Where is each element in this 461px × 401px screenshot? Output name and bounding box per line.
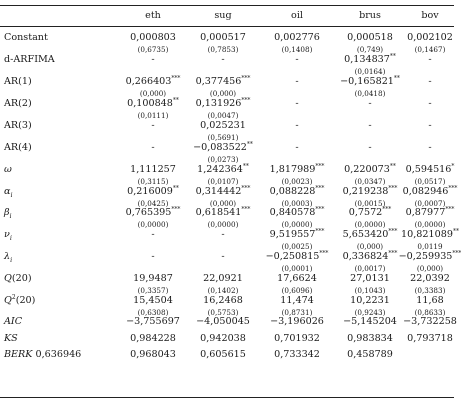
cell-pvalue: (0,6735) bbox=[137, 45, 169, 54]
significance-stars: *** bbox=[319, 249, 329, 257]
cell-number: −0,250815 bbox=[265, 251, 320, 262]
cell-value bbox=[368, 121, 371, 131]
cell-value bbox=[200, 334, 246, 344]
cell-value bbox=[428, 55, 431, 65]
cell-number: −3,732258 bbox=[403, 316, 457, 327]
cell-pvalue: (0,3115) bbox=[137, 177, 169, 186]
cell-number: 0,942038 bbox=[200, 333, 246, 344]
cell-number: 1,111257 bbox=[130, 164, 176, 175]
cell-number: - bbox=[428, 120, 432, 131]
cell-number: 0,000803 bbox=[130, 32, 176, 43]
cell-number: 0,594516 bbox=[405, 164, 452, 175]
cell-value bbox=[130, 350, 176, 360]
cell-number: 0,134837 bbox=[344, 54, 390, 65]
significance-stars: *** bbox=[241, 96, 251, 104]
cell-number: - bbox=[295, 98, 299, 109]
row-label-symbol: Q bbox=[4, 295, 12, 306]
cell-value bbox=[428, 143, 431, 153]
cell-value bbox=[405, 162, 455, 175]
cell-pvalue: (0,0000) bbox=[281, 220, 313, 229]
cell-number: 16,2468 bbox=[203, 295, 243, 306]
cell-pvalue: (0,0273) bbox=[207, 155, 239, 164]
cell-value bbox=[274, 33, 320, 43]
cell-pvalue: (0,0001) bbox=[281, 264, 313, 273]
significance-stars: ** bbox=[246, 140, 253, 148]
cell-value bbox=[193, 140, 253, 153]
cell-pvalue: (0,0047) bbox=[207, 111, 239, 120]
cell-value bbox=[402, 184, 458, 197]
cell-value bbox=[342, 227, 398, 240]
cell-value bbox=[195, 74, 251, 87]
cell-number: 22,0921 bbox=[203, 273, 243, 284]
cell-pvalue: (0,000) bbox=[209, 89, 237, 98]
cell-value bbox=[195, 184, 251, 197]
cell-number: - bbox=[428, 98, 432, 109]
cell-value bbox=[344, 162, 396, 175]
cell-value bbox=[295, 55, 298, 65]
cell-value bbox=[269, 162, 325, 175]
cell-value bbox=[295, 99, 298, 109]
cell-number: - bbox=[428, 76, 432, 87]
cell-pvalue: (0,000) bbox=[356, 242, 384, 251]
row-label-symbol: AIC bbox=[4, 316, 23, 327]
cell-number: 0,968043 bbox=[130, 349, 176, 360]
cell-pvalue: (0,1402) bbox=[207, 286, 239, 295]
cell-value bbox=[295, 143, 298, 153]
cell-value bbox=[350, 296, 390, 306]
significance-stars: *** bbox=[448, 184, 458, 192]
cell-value bbox=[403, 317, 457, 327]
cell-pvalue: (0,8731) bbox=[281, 308, 313, 317]
cell-number: 0,100848 bbox=[127, 98, 173, 109]
cell-value bbox=[343, 317, 397, 327]
cell-number: 0,219238 bbox=[342, 186, 389, 197]
cell-pvalue: (0,0418) bbox=[354, 89, 386, 98]
cell-number: - bbox=[221, 251, 225, 262]
cell-value bbox=[295, 77, 298, 87]
cell-pvalue: (0,1043) bbox=[354, 286, 386, 295]
cell-value bbox=[428, 99, 431, 109]
cell-pvalue: (0,1467) bbox=[414, 45, 446, 54]
row-label bbox=[4, 33, 48, 43]
significance-stars: *** bbox=[315, 162, 325, 170]
cell-number: 0,765395 bbox=[125, 207, 172, 218]
cell-value bbox=[130, 33, 176, 43]
row-label-text: AR(4) bbox=[4, 142, 32, 153]
significance-stars: *** bbox=[382, 205, 392, 213]
cell-pvalue: (0,0425) bbox=[137, 199, 169, 208]
cell-number: - bbox=[368, 142, 372, 153]
row-label bbox=[4, 252, 12, 262]
cell-value bbox=[151, 143, 154, 153]
row-label-symbol: λ bbox=[4, 251, 11, 262]
cell-pvalue: (0,3357) bbox=[137, 286, 169, 295]
cell-value bbox=[195, 205, 251, 218]
cell-number: 10,2231 bbox=[350, 295, 390, 306]
cell-value bbox=[340, 74, 400, 87]
cell-value bbox=[344, 52, 396, 65]
cell-number: 5,653420 bbox=[342, 229, 389, 240]
cell-number: - bbox=[295, 54, 299, 65]
cell-value bbox=[350, 274, 390, 284]
cell-value bbox=[280, 296, 314, 306]
cell-value bbox=[151, 55, 154, 65]
cell-pvalue: (0,0003) bbox=[281, 199, 313, 208]
significance-stars: *** bbox=[388, 249, 398, 257]
cell-pvalue: (0,0107) bbox=[207, 177, 239, 186]
row-label bbox=[4, 187, 13, 197]
cell-pvalue: (0,0015) bbox=[354, 199, 386, 208]
cell-number: 0,002102 bbox=[407, 32, 453, 43]
cell-value bbox=[407, 33, 453, 43]
row-label-subscript: i bbox=[10, 190, 13, 199]
cell-value bbox=[125, 74, 181, 87]
significance-stars: *** bbox=[445, 205, 455, 213]
cell-value bbox=[221, 252, 224, 262]
cell-value bbox=[133, 274, 173, 284]
cell-pvalue: (0,0007) bbox=[414, 199, 446, 208]
row-label bbox=[4, 274, 32, 284]
row-label-subscript: i bbox=[9, 233, 12, 242]
cell-number: 0,458789 bbox=[347, 349, 393, 360]
cell-number: 0,793718 bbox=[407, 333, 453, 344]
cell-value bbox=[342, 184, 398, 197]
row-label bbox=[4, 121, 32, 131]
cell-number: 11,68 bbox=[416, 295, 444, 306]
row-label-subscript: i bbox=[9, 211, 12, 220]
cell-number: −3,196026 bbox=[270, 316, 324, 327]
cell-value bbox=[342, 249, 398, 262]
significance-stars: *** bbox=[241, 184, 251, 192]
cell-value bbox=[221, 230, 224, 240]
cell-number: 0,733342 bbox=[274, 349, 320, 360]
cell-value bbox=[410, 274, 450, 284]
significance-stars: *** bbox=[388, 227, 398, 235]
cell-number: 0,220073 bbox=[344, 164, 390, 175]
cell-value bbox=[269, 205, 325, 218]
cell-value bbox=[200, 121, 246, 131]
cell-number: −0,259935 bbox=[398, 251, 453, 262]
row-label bbox=[4, 143, 32, 153]
cell-value bbox=[398, 249, 461, 262]
row-label-text: d-ARFIMA bbox=[4, 54, 55, 65]
row-label-tail: (20) bbox=[15, 295, 36, 306]
row-label-symbol: ν bbox=[4, 229, 10, 240]
cell-value bbox=[277, 274, 317, 284]
cell-value bbox=[133, 296, 173, 306]
cell-number: 10,821089 bbox=[401, 229, 453, 240]
significance-stars: *** bbox=[452, 249, 461, 257]
cell-number: - bbox=[295, 76, 299, 87]
row-label-subscript: i bbox=[10, 255, 13, 264]
row-label-text: AR(1) bbox=[4, 76, 32, 87]
cell-number: −3,755697 bbox=[126, 316, 180, 327]
cell-value bbox=[196, 317, 250, 327]
cell-value bbox=[428, 77, 431, 87]
cell-number: 0,336824 bbox=[342, 251, 389, 262]
significance-stars: *** bbox=[315, 227, 325, 235]
cell-number: 1,817989 bbox=[269, 164, 316, 175]
cell-value bbox=[151, 230, 154, 240]
cell-number: 0,618541 bbox=[195, 207, 242, 218]
row-label-symbol: Q bbox=[4, 273, 12, 284]
cell-value bbox=[203, 296, 243, 306]
cell-pvalue: (0,0517) bbox=[414, 177, 446, 186]
row-label bbox=[4, 55, 55, 65]
significance-stars: ** bbox=[389, 52, 396, 60]
cell-value bbox=[347, 334, 393, 344]
cell-value bbox=[269, 184, 325, 197]
row-label-text: Constant bbox=[4, 32, 48, 43]
cell-number: 19,9487 bbox=[133, 273, 173, 284]
cell-value bbox=[295, 121, 298, 131]
cell-value bbox=[126, 317, 180, 327]
significance-stars: *** bbox=[171, 74, 181, 82]
cell-number: −0,165821 bbox=[340, 76, 394, 87]
cell-value bbox=[127, 184, 179, 197]
significance-stars: *** bbox=[241, 74, 251, 82]
cell-value bbox=[127, 96, 179, 109]
cell-value bbox=[151, 252, 154, 262]
significance-stars: ** bbox=[452, 227, 459, 235]
cell-pvalue: (0,0023) bbox=[281, 177, 313, 186]
cell-number: 0,377456 bbox=[195, 76, 242, 87]
cell-value bbox=[130, 165, 176, 175]
cell-value bbox=[401, 227, 459, 240]
cell-number: 0,216009 bbox=[127, 186, 173, 197]
cell-number: - bbox=[151, 54, 155, 65]
cell-number: 15,4504 bbox=[133, 295, 173, 306]
cell-value bbox=[347, 33, 393, 43]
column-header-sug: sug bbox=[214, 10, 232, 21]
column-header-bov: bov bbox=[421, 10, 439, 21]
cell-pvalue: (0,000) bbox=[416, 264, 444, 273]
cell-value bbox=[195, 96, 251, 109]
cell-number: 0,002776 bbox=[274, 32, 320, 43]
cell-number: 22,0392 bbox=[410, 273, 450, 284]
significance-stars: ** bbox=[172, 96, 179, 104]
row-label bbox=[4, 317, 22, 327]
cell-pvalue: (0,0000) bbox=[207, 220, 239, 229]
bottom-rule bbox=[0, 397, 454, 398]
cell-value bbox=[221, 55, 224, 65]
row-label bbox=[4, 99, 32, 109]
cell-value bbox=[200, 33, 246, 43]
cell-value bbox=[274, 350, 320, 360]
significance-stars: ** bbox=[242, 162, 249, 170]
cell-number: - bbox=[221, 54, 225, 65]
cell-number: - bbox=[151, 251, 155, 262]
row-label bbox=[4, 334, 18, 344]
cell-value bbox=[416, 296, 443, 306]
cell-number: 0,840578 bbox=[269, 207, 316, 218]
cell-value bbox=[428, 121, 431, 131]
cell-number: 1,242364 bbox=[197, 164, 243, 175]
cell-number: - bbox=[151, 142, 155, 153]
cell-value bbox=[270, 317, 324, 327]
cell-pvalue: (0,9243) bbox=[354, 308, 386, 317]
cell-number: 9,519557 bbox=[269, 229, 316, 240]
cell-number: 0,082946 bbox=[402, 186, 449, 197]
cell-number: 0,984228 bbox=[130, 333, 176, 344]
cell-pvalue: (0,0025) bbox=[281, 242, 313, 251]
row-label bbox=[4, 350, 81, 360]
cell-number: 0,025231 bbox=[200, 120, 246, 131]
cell-number: - bbox=[295, 120, 299, 131]
cell-number: - bbox=[151, 229, 155, 240]
cell-pvalue: (0,1408) bbox=[281, 45, 313, 54]
cell-value bbox=[265, 249, 329, 262]
cell-pvalue: 0,0119 bbox=[417, 242, 443, 251]
cell-number: - bbox=[368, 120, 372, 131]
cell-number: 17,6624 bbox=[277, 273, 317, 284]
significance-stars: *** bbox=[315, 184, 325, 192]
cell-value bbox=[407, 334, 453, 344]
cell-number: 0,7572 bbox=[348, 207, 383, 218]
significance-stars: *** bbox=[315, 205, 325, 213]
row-label bbox=[4, 293, 36, 306]
cell-pvalue: (0,0017) bbox=[354, 264, 386, 273]
cell-pvalue: (0,6096) bbox=[281, 286, 313, 295]
cell-pvalue: (0,0000) bbox=[414, 220, 446, 229]
row-label-symbol: β bbox=[4, 207, 10, 218]
cell-pvalue: (0,0111) bbox=[137, 111, 169, 120]
row-label-tail: (20) bbox=[11, 273, 32, 284]
cell-pvalue: (0,000) bbox=[139, 89, 167, 98]
cell-value bbox=[125, 205, 181, 218]
column-header-brus: brus bbox=[359, 10, 381, 21]
cell-number: - bbox=[368, 98, 372, 109]
row-label-symbol: BERK bbox=[4, 349, 33, 360]
significance-stars: * bbox=[451, 162, 455, 170]
cell-value bbox=[347, 350, 393, 360]
significance-stars: *** bbox=[241, 205, 251, 213]
cell-pvalue: (0,0164) bbox=[354, 67, 386, 76]
cell-value bbox=[348, 205, 392, 218]
row-label bbox=[4, 208, 12, 218]
cell-number: - bbox=[151, 120, 155, 131]
significance-stars: *** bbox=[171, 205, 181, 213]
cell-pvalue: (0,5753) bbox=[207, 308, 239, 317]
cell-pvalue: (0,5691) bbox=[207, 133, 239, 142]
row-label bbox=[4, 165, 12, 175]
cell-pvalue: (0,7853) bbox=[207, 45, 239, 54]
cell-number: - bbox=[428, 54, 432, 65]
significance-stars: ** bbox=[393, 74, 400, 82]
cell-number: −4,050045 bbox=[196, 316, 250, 327]
column-header-oil: oil bbox=[291, 10, 303, 21]
row-label bbox=[4, 77, 32, 87]
column-header-eth: eth bbox=[145, 10, 161, 21]
cell-number: 0,983834 bbox=[347, 333, 393, 344]
row-label bbox=[4, 230, 12, 240]
row-label-tail: 0,636946 bbox=[32, 349, 82, 360]
cell-number: 0,701932 bbox=[274, 333, 320, 344]
cell-number: −5,145204 bbox=[343, 316, 397, 327]
cell-number: 27,0131 bbox=[350, 273, 390, 284]
cell-number: - bbox=[221, 229, 225, 240]
cell-value bbox=[200, 350, 246, 360]
row-label-symbol: ω bbox=[4, 164, 12, 175]
cell-value bbox=[269, 227, 325, 240]
cell-pvalue: (0,000) bbox=[209, 199, 237, 208]
cell-value bbox=[203, 274, 243, 284]
cell-pvalue: (0,749) bbox=[356, 45, 384, 54]
row-label-superscript: 2 bbox=[11, 293, 16, 301]
significance-stars: ** bbox=[389, 162, 396, 170]
cell-value bbox=[405, 205, 455, 218]
cell-value bbox=[368, 99, 371, 109]
cell-number: 0,088228 bbox=[269, 186, 316, 197]
cell-value bbox=[130, 334, 176, 344]
cell-value bbox=[151, 121, 154, 131]
row-label-symbol: α bbox=[4, 186, 11, 197]
row-label-symbol: KS bbox=[4, 333, 18, 344]
cell-number: 11,474 bbox=[280, 295, 314, 306]
cell-number: 0,87977 bbox=[405, 207, 446, 218]
row-label-text: AR(2) bbox=[4, 98, 32, 109]
cell-number: −0,083522 bbox=[193, 142, 247, 153]
cell-number: 0,266403 bbox=[125, 76, 172, 87]
cell-number: 0,314442 bbox=[195, 186, 242, 197]
cell-number: 0,000518 bbox=[347, 32, 393, 43]
cell-number: - bbox=[428, 142, 432, 153]
cell-pvalue: (0,0000) bbox=[137, 220, 169, 229]
cell-number: 0,000517 bbox=[200, 32, 246, 43]
cell-number: 0,131926 bbox=[195, 98, 242, 109]
cell-pvalue: (0,8633) bbox=[414, 308, 446, 317]
cell-pvalue: (0,0000) bbox=[354, 220, 386, 229]
cell-value bbox=[368, 143, 371, 153]
cell-pvalue: (0,6308) bbox=[137, 308, 169, 317]
top-rule bbox=[0, 5, 454, 6]
cell-value bbox=[274, 334, 320, 344]
significance-stars: *** bbox=[388, 184, 398, 192]
cell-number: 0,605615 bbox=[200, 349, 246, 360]
header-rule bbox=[0, 26, 454, 27]
row-label-text: AR(3) bbox=[4, 120, 32, 131]
cell-pvalue: (0,0347) bbox=[354, 177, 386, 186]
cell-number: - bbox=[295, 142, 299, 153]
significance-stars: ** bbox=[172, 184, 179, 192]
cell-value bbox=[197, 162, 249, 175]
cell-pvalue: (0,3383) bbox=[414, 286, 446, 295]
